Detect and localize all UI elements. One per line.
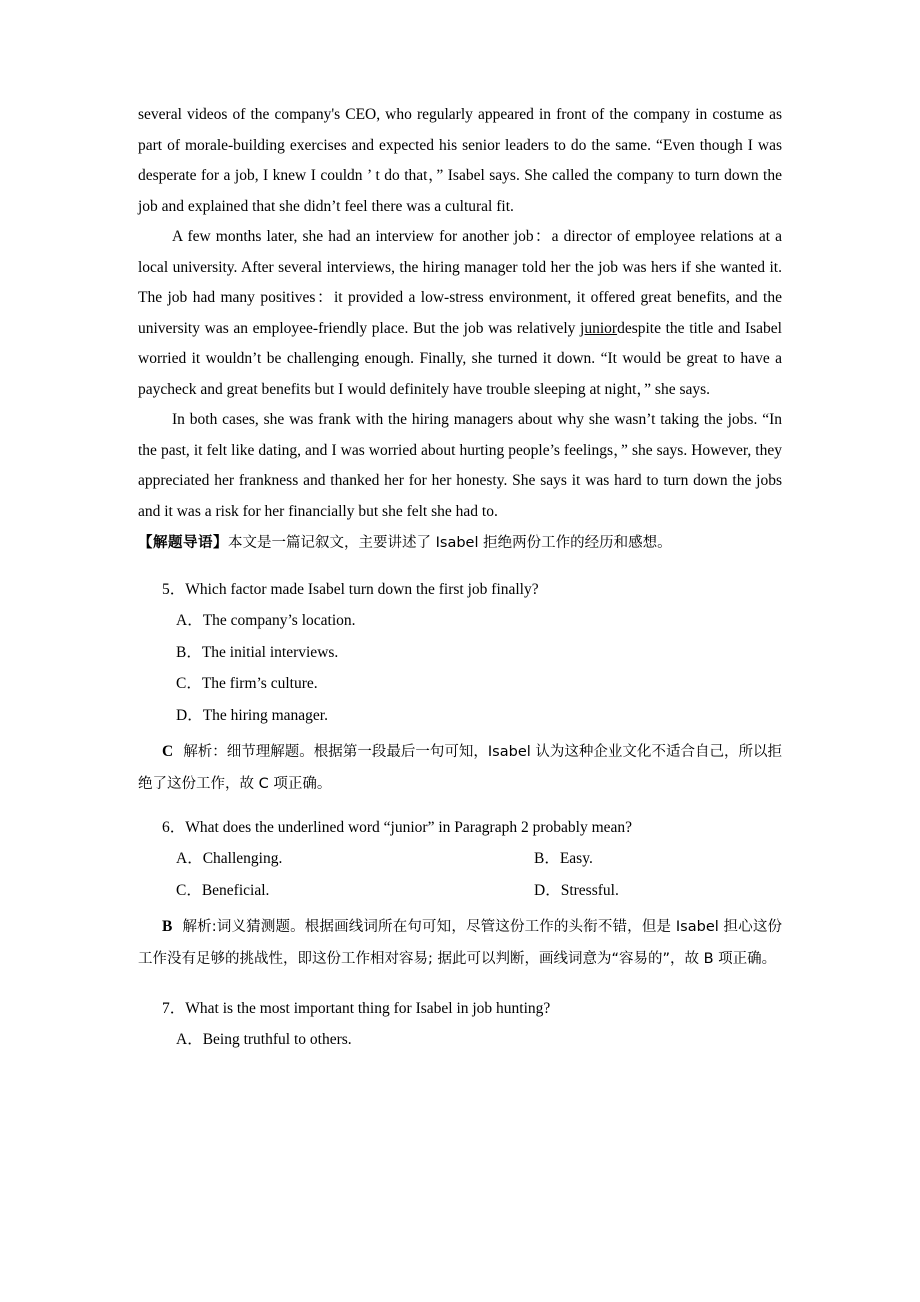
question-5-option-a[interactable]: A．The company’s location. — [176, 612, 356, 629]
question-5-stem: 5．Which factor made Isabel turn down the first job finally? — [162, 581, 539, 598]
question-5-option-c[interactable]: C．The firm’s culture. — [176, 675, 318, 692]
question-6-option-c[interactable]: C．Beneficial. — [176, 881, 270, 899]
question-6-options-row-2 — [138, 875, 782, 907]
reading-guide-label: 【解题导语】 — [138, 535, 228, 551]
question-5-answer-letter: C — [162, 743, 174, 760]
question-5-explanation: 细节理解题。根据第一段最后一句可知，Isabel 认为这种企业文化不适合自己，所以拒绝了这份工作，故 C 项正确。 — [138, 744, 783, 792]
question-5-option-d[interactable]: D．The hiring manager. — [176, 706, 328, 724]
reading-guide-text: 本文是一篇记叙文，主要讲述了 Isabel 拒绝两份工作的经历和感想。 — [228, 535, 672, 551]
question-7-stem: 7．What is the most important thing for Isabel in job hunting? — [162, 1000, 551, 1017]
question-7-option-a[interactable]: A．Being truthful to others. — [176, 1031, 352, 1048]
question-6-explanation: 词义猜测题。根据画线词所在句可知，尽管这份工作的头衔不错，但是 Isabel 担心这份工作没有足够的挑战性，即这份工作相对容易; 据此可以判断，画线词意为“容易的”，故 B 项正确。 — [138, 919, 782, 967]
paragraph-2 — [138, 222, 782, 405]
paragraph-3: In both cases, she was frank with the hiring managers about why she wasn’t taking the jobs. “In the past, it felt like dating, and I was worried about hurting people’s feelings，” she says. However, they appreciated her frankness and thanked her for her honesty. She says it was hard to turn down the jobs and it was a risk for her financially but she felt she had to. — [138, 411, 782, 520]
question-6-options-row-1 — [138, 843, 782, 875]
question-6-option-a[interactable]: A．Challenging. — [176, 850, 283, 867]
paragraph-2-tail: despite the title and Isabel worried it wouldn’t be challenging enough. Finally, she turned it down. “It would be great to have a paycheck and great benefits but I would definitely have trouble sleeping at night，” she says. — [138, 319, 782, 398]
question-6-answer — [138, 911, 782, 975]
paragraph-1: several videos of the company's CEO, who regularly appeared in front of the company in costume as part of morale‐building exercises and expected his senior leaders to do the same. “Even though I was desperate for a job, I knew I couldn ’ t do that，” Isabel says. She called the company to turn down the job and explained that she didn’t feel there was a cultural fit. — [138, 106, 782, 215]
question-6-option-b[interactable]: B．Easy. — [534, 850, 593, 867]
paragraph-2-text: A few months later, she had an interview for another job：a director of employee relations at a local university. After several interviews, the hiring manager told her the job was hers if she wanted it. The job had many positives：it provided a low-stress environment, it offered great benefits, and the university was an employee‐friendly place. But the job was relatively — [138, 228, 782, 337]
question-6-stem: 6．What does the underlined word “junior” in Paragraph 2 probably mean? — [162, 819, 633, 836]
question-5-answer — [138, 736, 782, 800]
question-5-explanation-label: 解析： — [183, 744, 227, 760]
underlined-word-junior: junior — [580, 319, 618, 337]
question-5-option-b[interactable]: B．The initial interviews. — [176, 643, 339, 661]
question-6-answer-letter: B — [162, 918, 173, 935]
question-6-explanation-label: 解析: — [182, 919, 217, 935]
question-6-option-d[interactable]: D．Stressful. — [534, 881, 619, 899]
reading-guide — [138, 528, 782, 559]
